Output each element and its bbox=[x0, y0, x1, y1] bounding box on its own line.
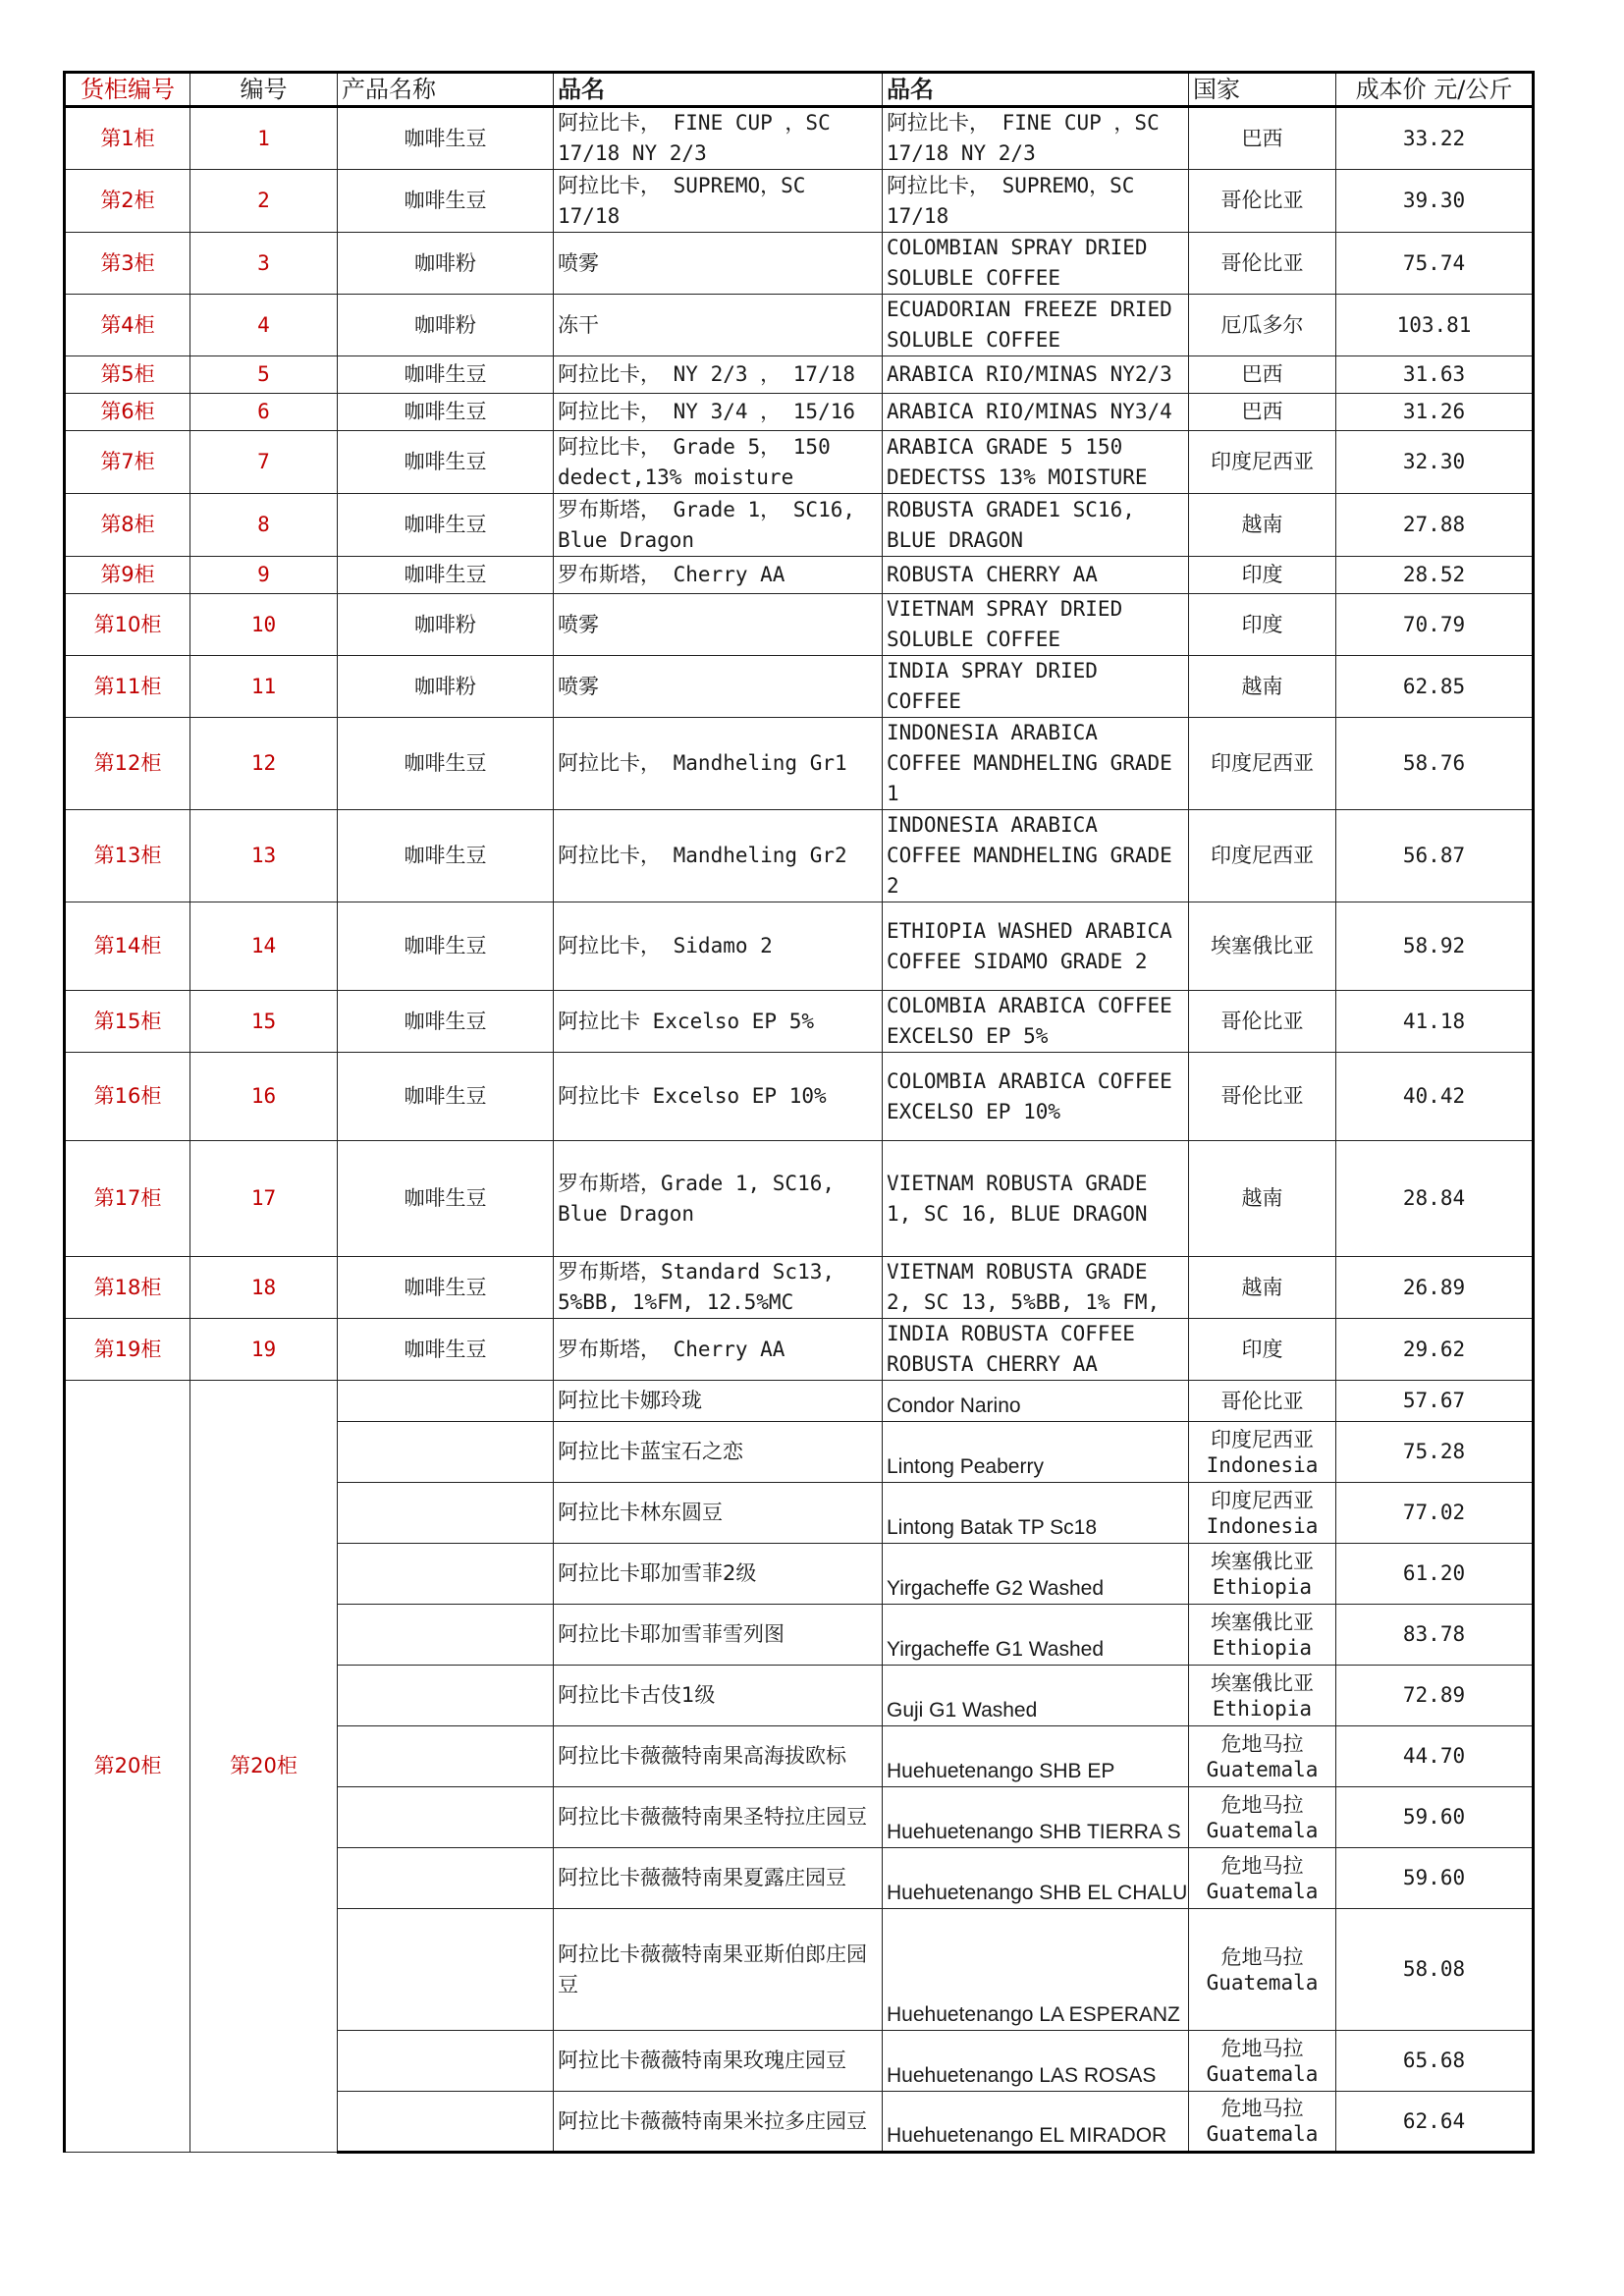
country-cell bbox=[1189, 1787, 1336, 1848]
item-no-cell: 5 bbox=[190, 356, 338, 394]
cabinet-no-cell: 第2柜 bbox=[65, 170, 190, 233]
cabinet-no-cell: 第3柜 bbox=[65, 233, 190, 295]
country-cell: 巴西 bbox=[1189, 394, 1336, 431]
table-row bbox=[65, 394, 1534, 431]
product-name-cell bbox=[338, 1483, 554, 1544]
item-name-en-cell: INDIA ROBUSTA COFFEE ROBUSTA CHERRY AA bbox=[883, 1319, 1189, 1381]
price-cell: 41.18 bbox=[1336, 991, 1534, 1053]
item-name-en-cell: INDONESIA ARABICA COFFEE MANDHELING GRADE 1 bbox=[883, 718, 1189, 810]
product-name-cell: 咖啡粉 bbox=[338, 233, 554, 295]
price-cell: 28.52 bbox=[1336, 557, 1534, 594]
price-cell: 65.68 bbox=[1336, 2031, 1534, 2092]
country-cell bbox=[1189, 2092, 1336, 2153]
item-no-cell: 11 bbox=[190, 656, 338, 718]
country-en: Guatemala bbox=[1206, 2122, 1319, 2146]
item-name-en-cell: Huehuetenango LA ESPERANZ bbox=[883, 1909, 1189, 2031]
price-cell: 58.08 bbox=[1336, 1909, 1534, 2031]
cabinet-no-cell: 第9柜 bbox=[65, 557, 190, 594]
product-name-cell: 咖啡生豆 bbox=[338, 170, 554, 233]
product-name-cell bbox=[338, 1544, 554, 1605]
country-cn: 危地马拉 bbox=[1220, 1944, 1304, 1969]
country-cell bbox=[1189, 2031, 1336, 2092]
table-row bbox=[65, 431, 1534, 494]
item-name-en-cell: VIETNAM SPRAY DRIED SOLUBLE COFFEE bbox=[883, 594, 1189, 656]
price-cell: 75.28 bbox=[1336, 1422, 1534, 1483]
country-cn: 印度尼西亚 bbox=[1211, 1488, 1314, 1512]
item-name-en-cell: INDONESIA ARABICA COFFEE MANDHELING GRADE 2 bbox=[883, 810, 1189, 902]
table-row bbox=[65, 494, 1534, 557]
item-name-en-cell: ROBUSTA CHERRY AA bbox=[883, 557, 1189, 594]
item-no-cell: 2 bbox=[190, 170, 338, 233]
price-cell: 44.70 bbox=[1336, 1726, 1534, 1787]
product-name-cell: 咖啡生豆 bbox=[338, 1257, 554, 1319]
price-cell: 70.79 bbox=[1336, 594, 1534, 656]
price-cell: 58.92 bbox=[1336, 902, 1534, 991]
country-cell bbox=[1189, 1726, 1336, 1787]
country-en: Guatemala bbox=[1206, 1879, 1319, 1903]
table-row bbox=[65, 810, 1534, 902]
item-name-en-cell: Huehuetenango SHB TIERRA S bbox=[883, 1787, 1189, 1848]
item-name-en-cell: ARABICA GRADE 5 150 DEDECTSS 13% MOISTURE bbox=[883, 431, 1189, 494]
item-name-en-cell: Lintong Peaberry bbox=[883, 1422, 1189, 1483]
cabinet-no-cell: 第10柜 bbox=[65, 594, 190, 656]
price-cell: 31.26 bbox=[1336, 394, 1534, 431]
country-cn: 埃塞俄比亚 bbox=[1211, 1670, 1314, 1695]
item-name-cn-cell: 阿拉比卡薇薇特南果高海拔欧标 bbox=[554, 1726, 883, 1787]
item-name-cn-cell: 罗布斯塔， Cherry AA bbox=[554, 557, 883, 594]
cabinet-no-cell: 第6柜 bbox=[65, 394, 190, 431]
country-cell: 巴西 bbox=[1189, 107, 1336, 170]
item-no-cell: 3 bbox=[190, 233, 338, 295]
country-cell bbox=[1189, 1422, 1336, 1483]
item-name-en-cell: Huehuetenango SHB EL CHALU bbox=[883, 1848, 1189, 1909]
price-cell: 32.30 bbox=[1336, 431, 1534, 494]
item-no-cell: 7 bbox=[190, 431, 338, 494]
item-name-cn-cell: 阿拉比卡耶加雪菲雪列图 bbox=[554, 1605, 883, 1666]
product-name-cell bbox=[338, 1381, 554, 1422]
price-cell: 33.22 bbox=[1336, 107, 1534, 170]
table-row bbox=[65, 991, 1534, 1053]
header-no: 编号 bbox=[190, 73, 338, 107]
product-name-cell: 咖啡生豆 bbox=[338, 718, 554, 810]
item-name-cn-cell: 阿拉比卡薇薇特南果米拉多庄园豆 bbox=[554, 2092, 883, 2153]
price-cell: 58.76 bbox=[1336, 718, 1534, 810]
header-cost-price: 成本价 元/公斤 bbox=[1336, 73, 1534, 107]
item-name-cn-cell: 阿拉比卡， FINE CUP ，SC 17/18 NY 2/3 bbox=[554, 107, 883, 170]
table-row bbox=[65, 656, 1534, 718]
price-cell: 27.88 bbox=[1336, 494, 1534, 557]
item-no-cell: 13 bbox=[190, 810, 338, 902]
item-name-en-cell: COLOMBIA ARABICA COFFEE EXCELSO EP 10% bbox=[883, 1053, 1189, 1141]
table-row bbox=[65, 356, 1534, 394]
country-cell: 哥伦比亚 bbox=[1189, 233, 1336, 295]
item-name-cn-cell: 喷雾 bbox=[554, 594, 883, 656]
country-cell bbox=[1189, 1909, 1336, 2031]
item-name-cn-cell: 阿拉比卡蓝宝石之恋 bbox=[554, 1422, 883, 1483]
price-table bbox=[63, 71, 1535, 2154]
country-en: Indonesia bbox=[1206, 1513, 1319, 1538]
product-name-cell: 咖啡生豆 bbox=[338, 394, 554, 431]
table-row bbox=[65, 902, 1534, 991]
item-name-cn-cell: 阿拉比卡， NY 3/4 ， 15/16 bbox=[554, 394, 883, 431]
price-cell: 26.89 bbox=[1336, 1257, 1534, 1319]
country-cn: 埃塞俄比亚 bbox=[1211, 1549, 1314, 1573]
table-row bbox=[65, 107, 1534, 170]
header-row bbox=[65, 73, 1534, 107]
country-cell bbox=[1189, 1381, 1336, 1422]
item-no-cell: 19 bbox=[190, 1319, 338, 1381]
product-name-cell: 咖啡生豆 bbox=[338, 1319, 554, 1381]
product-name-cell: 咖啡生豆 bbox=[338, 902, 554, 991]
country-cell bbox=[1189, 1848, 1336, 1909]
item-name-en-cell: ARABICA RIO/MINAS NY2/3 bbox=[883, 356, 1189, 394]
price-cell: 56.87 bbox=[1336, 810, 1534, 902]
product-name-cell: 咖啡生豆 bbox=[338, 107, 554, 170]
country-cn: 危地马拉 bbox=[1220, 1853, 1304, 1878]
item-name-en-cell: ROBUSTA GRADE1 SC16, BLUE DRAGON bbox=[883, 494, 1189, 557]
country-en: Guatemala bbox=[1206, 1757, 1319, 1781]
country-cell: 哥伦比亚 bbox=[1189, 1053, 1336, 1141]
item-no-cell: 12 bbox=[190, 718, 338, 810]
table-row bbox=[65, 295, 1534, 356]
country-cell: 印度尼西亚 bbox=[1189, 431, 1336, 494]
country-cell bbox=[1189, 1544, 1336, 1605]
item-name-cn-cell: 罗布斯塔，Standard Sc13, 5%BB, 1%FM, 12.5%MC bbox=[554, 1257, 883, 1319]
country-en: Guatemala bbox=[1206, 2061, 1319, 2086]
item-name-en-cell: 阿拉比卡， FINE CUP ，SC 17/18 NY 2/3 bbox=[883, 107, 1189, 170]
item-name-cn-cell: 阿拉比卡薇薇特南果夏露庄园豆 bbox=[554, 1848, 883, 1909]
country-cell: 印度 bbox=[1189, 594, 1336, 656]
item-name-en-cell: Huehuetenango EL MIRADOR bbox=[883, 2092, 1189, 2153]
item-name-en-cell: Yirgacheffe G1 Washed bbox=[883, 1605, 1189, 1666]
country-cell: 印度尼西亚 bbox=[1189, 718, 1336, 810]
country-cn: 哥伦比亚 bbox=[1220, 1389, 1304, 1413]
price-cell: 31.63 bbox=[1336, 356, 1534, 394]
item-name-cn-cell: 罗布斯塔， Grade 1， SC16, Blue Dragon bbox=[554, 494, 883, 557]
product-name-cell: 咖啡生豆 bbox=[338, 494, 554, 557]
cabinet-no-cell: 第5柜 bbox=[65, 356, 190, 394]
cabinet-no-cell: 第13柜 bbox=[65, 810, 190, 902]
country-en: Ethiopia bbox=[1212, 1635, 1313, 1660]
header-item-name-en: 品名 bbox=[883, 73, 1189, 107]
price-cell: 28.84 bbox=[1336, 1141, 1534, 1257]
item-name-cn-cell: 喷雾 bbox=[554, 233, 883, 295]
item-name-cn-cell: 阿拉比卡 Excelso EP 5% bbox=[554, 991, 883, 1053]
table-row bbox=[65, 1141, 1534, 1257]
item-name-cn-cell: 阿拉比卡薇薇特南果玫瑰庄园豆 bbox=[554, 2031, 883, 2092]
item-name-cn-cell: 阿拉比卡古伎1级 bbox=[554, 1666, 883, 1726]
item-name-cn-cell: 罗布斯塔，Grade 1, SC16, Blue Dragon bbox=[554, 1141, 883, 1257]
item-name-en-cell: VIETNAM ROBUSTA GRADE 2, SC 13, 5%BB, 1% FM, bbox=[883, 1257, 1189, 1319]
country-cell bbox=[1189, 1666, 1336, 1726]
price-cell: 39.30 bbox=[1336, 170, 1534, 233]
product-name-cell: 咖啡生豆 bbox=[338, 356, 554, 394]
cabinet-no-cell: 第4柜 bbox=[65, 295, 190, 356]
item-name-cn-cell: 阿拉比卡娜玲珑 bbox=[554, 1381, 883, 1422]
cabinet-no-cell: 第11柜 bbox=[65, 656, 190, 718]
product-name-cell: 咖啡粉 bbox=[338, 295, 554, 356]
country-cn: 危地马拉 bbox=[1220, 2036, 1304, 2060]
item-no-cell: 6 bbox=[190, 394, 338, 431]
header-item-name-cn: 品名 bbox=[554, 73, 883, 107]
cabinet-no-cell: 第8柜 bbox=[65, 494, 190, 557]
item-name-en-cell: ARABICA RIO/MINAS NY3/4 bbox=[883, 394, 1189, 431]
table-row bbox=[65, 233, 1534, 295]
header-country: 国家 bbox=[1189, 73, 1336, 107]
cabinet-no-cell: 第19柜 bbox=[65, 1319, 190, 1381]
country-en: Guatemala bbox=[1206, 1818, 1319, 1842]
product-name-cell: 咖啡生豆 bbox=[338, 557, 554, 594]
cabinet-no-cell: 第7柜 bbox=[65, 431, 190, 494]
country-en: Ethiopia bbox=[1212, 1696, 1313, 1721]
item-name-cn-cell: 阿拉比卡， Mandheling Gr2 bbox=[554, 810, 883, 902]
item-name-cn-cell: 阿拉比卡薇薇特南果亚斯伯郎庄园豆 bbox=[554, 1909, 883, 2031]
price-cell: 61.20 bbox=[1336, 1544, 1534, 1605]
item-name-cn-cell: 阿拉比卡薇薇特南果圣特拉庄园豆 bbox=[554, 1787, 883, 1848]
item-no-cell: 4 bbox=[190, 295, 338, 356]
item-name-en-cell: Huehuetenango LAS ROSAS bbox=[883, 2031, 1189, 2092]
item-name-cn-cell: 阿拉比卡林东圆豆 bbox=[554, 1483, 883, 1544]
price-cell: 57.67 bbox=[1336, 1381, 1534, 1422]
country-cell: 越南 bbox=[1189, 1257, 1336, 1319]
price-cell: 72.89 bbox=[1336, 1666, 1534, 1726]
cabinet-no-cell: 第16柜 bbox=[65, 1053, 190, 1141]
product-name-cell: 咖啡生豆 bbox=[338, 1141, 554, 1257]
country-cell: 越南 bbox=[1189, 656, 1336, 718]
item-name-cn-cell: 阿拉比卡， SUPREMO，SC 17/18 bbox=[554, 170, 883, 233]
item-name-cn-cell: 阿拉比卡， Grade 5， 150 dedect,13% moisture bbox=[554, 431, 883, 494]
price-cell: 77.02 bbox=[1336, 1483, 1534, 1544]
price-cell: 40.42 bbox=[1336, 1053, 1534, 1141]
item-no-cell: 15 bbox=[190, 991, 338, 1053]
item-no-cell: 16 bbox=[190, 1053, 338, 1141]
country-cn: 埃塞俄比亚 bbox=[1211, 1610, 1314, 1634]
item-name-en-cell: 阿拉比卡， SUPREMO，SC 17/18 bbox=[883, 170, 1189, 233]
product-name-cell: 咖啡粉 bbox=[338, 656, 554, 718]
item-name-en-cell: ETHIOPIA WASHED ARABICA COFFEE SIDAMO GRADE 2 bbox=[883, 902, 1189, 991]
product-name-cell bbox=[338, 1848, 554, 1909]
header-cabinet-no: 货柜编号 bbox=[65, 73, 190, 107]
country-cell: 巴西 bbox=[1189, 356, 1336, 394]
product-name-cell bbox=[338, 1909, 554, 2031]
country-en: Indonesia bbox=[1206, 1452, 1319, 1477]
item-name-cn-cell: 喷雾 bbox=[554, 656, 883, 718]
item-no-cell: 10 bbox=[190, 594, 338, 656]
item-name-cn-cell: 罗布斯塔， Cherry AA bbox=[554, 1319, 883, 1381]
item-no-cell: 1 bbox=[190, 107, 338, 170]
price-cell: 62.64 bbox=[1336, 2092, 1534, 2153]
item-no-cell: 18 bbox=[190, 1257, 338, 1319]
item-name-en-cell: INDIA SPRAY DRIED COFFEE bbox=[883, 656, 1189, 718]
product-name-cell bbox=[338, 2031, 554, 2092]
country-cell: 埃塞俄比亚 bbox=[1189, 902, 1336, 991]
item-name-cn-cell: 阿拉比卡， Sidamo 2 bbox=[554, 902, 883, 991]
cabinet-no-cell: 第15柜 bbox=[65, 991, 190, 1053]
product-name-cell bbox=[338, 1666, 554, 1726]
country-cell bbox=[1189, 1605, 1336, 1666]
item-no-cell: 9 bbox=[190, 557, 338, 594]
product-name-cell: 咖啡生豆 bbox=[338, 991, 554, 1053]
item-name-cn-cell: 冻干 bbox=[554, 295, 883, 356]
country-en: Ethiopia bbox=[1212, 1574, 1313, 1599]
country-cn: 印度尼西亚 bbox=[1211, 1427, 1314, 1451]
country-cn: 危地马拉 bbox=[1220, 1792, 1304, 1817]
cabinet-no-cell: 第12柜 bbox=[65, 718, 190, 810]
price-cell: 29.62 bbox=[1336, 1319, 1534, 1381]
product-name-cell: 咖啡粉 bbox=[338, 594, 554, 656]
product-name-cell bbox=[338, 1605, 554, 1666]
country-cell: 哥伦比亚 bbox=[1189, 170, 1336, 233]
item-name-en-cell: Lintong Batak TP Sc18 bbox=[883, 1483, 1189, 1544]
item-name-en-cell: COLOMBIAN SPRAY DRIED SOLUBLE COFFEE bbox=[883, 233, 1189, 295]
table-row bbox=[65, 1257, 1534, 1319]
item-no-cell: 14 bbox=[190, 902, 338, 991]
item-name-en-cell: COLOMBIA ARABICA COFFEE EXCELSO EP 5% bbox=[883, 991, 1189, 1053]
cabinet-no-cell: 第18柜 bbox=[65, 1257, 190, 1319]
table-row bbox=[65, 718, 1534, 810]
item-no-cell: 第20柜 bbox=[190, 1381, 338, 2153]
item-name-cn-cell: 阿拉比卡， Mandheling Gr1 bbox=[554, 718, 883, 810]
item-no-cell: 8 bbox=[190, 494, 338, 557]
item-name-cn-cell: 阿拉比卡耶加雪菲2级 bbox=[554, 1544, 883, 1605]
table-row bbox=[65, 170, 1534, 233]
item-name-en-cell: ECUADORIAN FREEZE DRIED SOLUBLE COFFEE bbox=[883, 295, 1189, 356]
table-row bbox=[65, 594, 1534, 656]
country-cell: 印度 bbox=[1189, 1319, 1336, 1381]
item-name-en-cell: Yirgacheffe G2 Washed bbox=[883, 1544, 1189, 1605]
product-name-cell bbox=[338, 1726, 554, 1787]
price-cell: 62.85 bbox=[1336, 656, 1534, 718]
country-en: Guatemala bbox=[1206, 1970, 1319, 1995]
price-cell: 75.74 bbox=[1336, 233, 1534, 295]
product-name-cell bbox=[338, 1422, 554, 1483]
price-cell: 83.78 bbox=[1336, 1605, 1534, 1666]
item-name-cn-cell: 阿拉比卡 Excelso EP 10% bbox=[554, 1053, 883, 1141]
price-cell: 103.81 bbox=[1336, 295, 1534, 356]
product-name-cell bbox=[338, 1787, 554, 1848]
item-name-en-cell: Condor Narino bbox=[883, 1381, 1189, 1422]
table-row bbox=[65, 1319, 1534, 1381]
table-row-group20 bbox=[65, 1381, 1534, 1422]
country-cn: 危地马拉 bbox=[1220, 1731, 1304, 1756]
country-cell: 印度尼西亚 bbox=[1189, 810, 1336, 902]
header-product-name: 产品名称 bbox=[338, 73, 554, 107]
country-cell: 越南 bbox=[1189, 494, 1336, 557]
country-cell: 印度 bbox=[1189, 557, 1336, 594]
item-no-cell: 17 bbox=[190, 1141, 338, 1257]
cabinet-no-cell: 第20柜 bbox=[65, 1381, 190, 2153]
price-cell: 59.60 bbox=[1336, 1787, 1534, 1848]
item-name-en-cell: Huehuetenango SHB EP bbox=[883, 1726, 1189, 1787]
country-cell: 哥伦比亚 bbox=[1189, 991, 1336, 1053]
country-cell: 厄瓜多尔 bbox=[1189, 295, 1336, 356]
cabinet-no-cell: 第17柜 bbox=[65, 1141, 190, 1257]
cabinet-no-cell: 第1柜 bbox=[65, 107, 190, 170]
country-cell: 越南 bbox=[1189, 1141, 1336, 1257]
item-name-en-cell: VIETNAM ROBUSTA GRADE 1, SC 16, BLUE DRAGON bbox=[883, 1141, 1189, 1257]
price-cell: 59.60 bbox=[1336, 1848, 1534, 1909]
product-name-cell: 咖啡生豆 bbox=[338, 810, 554, 902]
table-row bbox=[65, 1053, 1534, 1141]
country-cell bbox=[1189, 1483, 1336, 1544]
product-name-cell: 咖啡生豆 bbox=[338, 431, 554, 494]
product-name-cell: 咖啡生豆 bbox=[338, 1053, 554, 1141]
item-name-en-cell: Guji G1 Washed bbox=[883, 1666, 1189, 1726]
product-name-cell bbox=[338, 2092, 554, 2153]
country-cn: 危地马拉 bbox=[1220, 2097, 1304, 2120]
table-row bbox=[65, 557, 1534, 594]
item-name-cn-cell: 阿拉比卡， NY 2/3 ， 17/18 bbox=[554, 356, 883, 394]
cabinet-no-cell: 第14柜 bbox=[65, 902, 190, 991]
